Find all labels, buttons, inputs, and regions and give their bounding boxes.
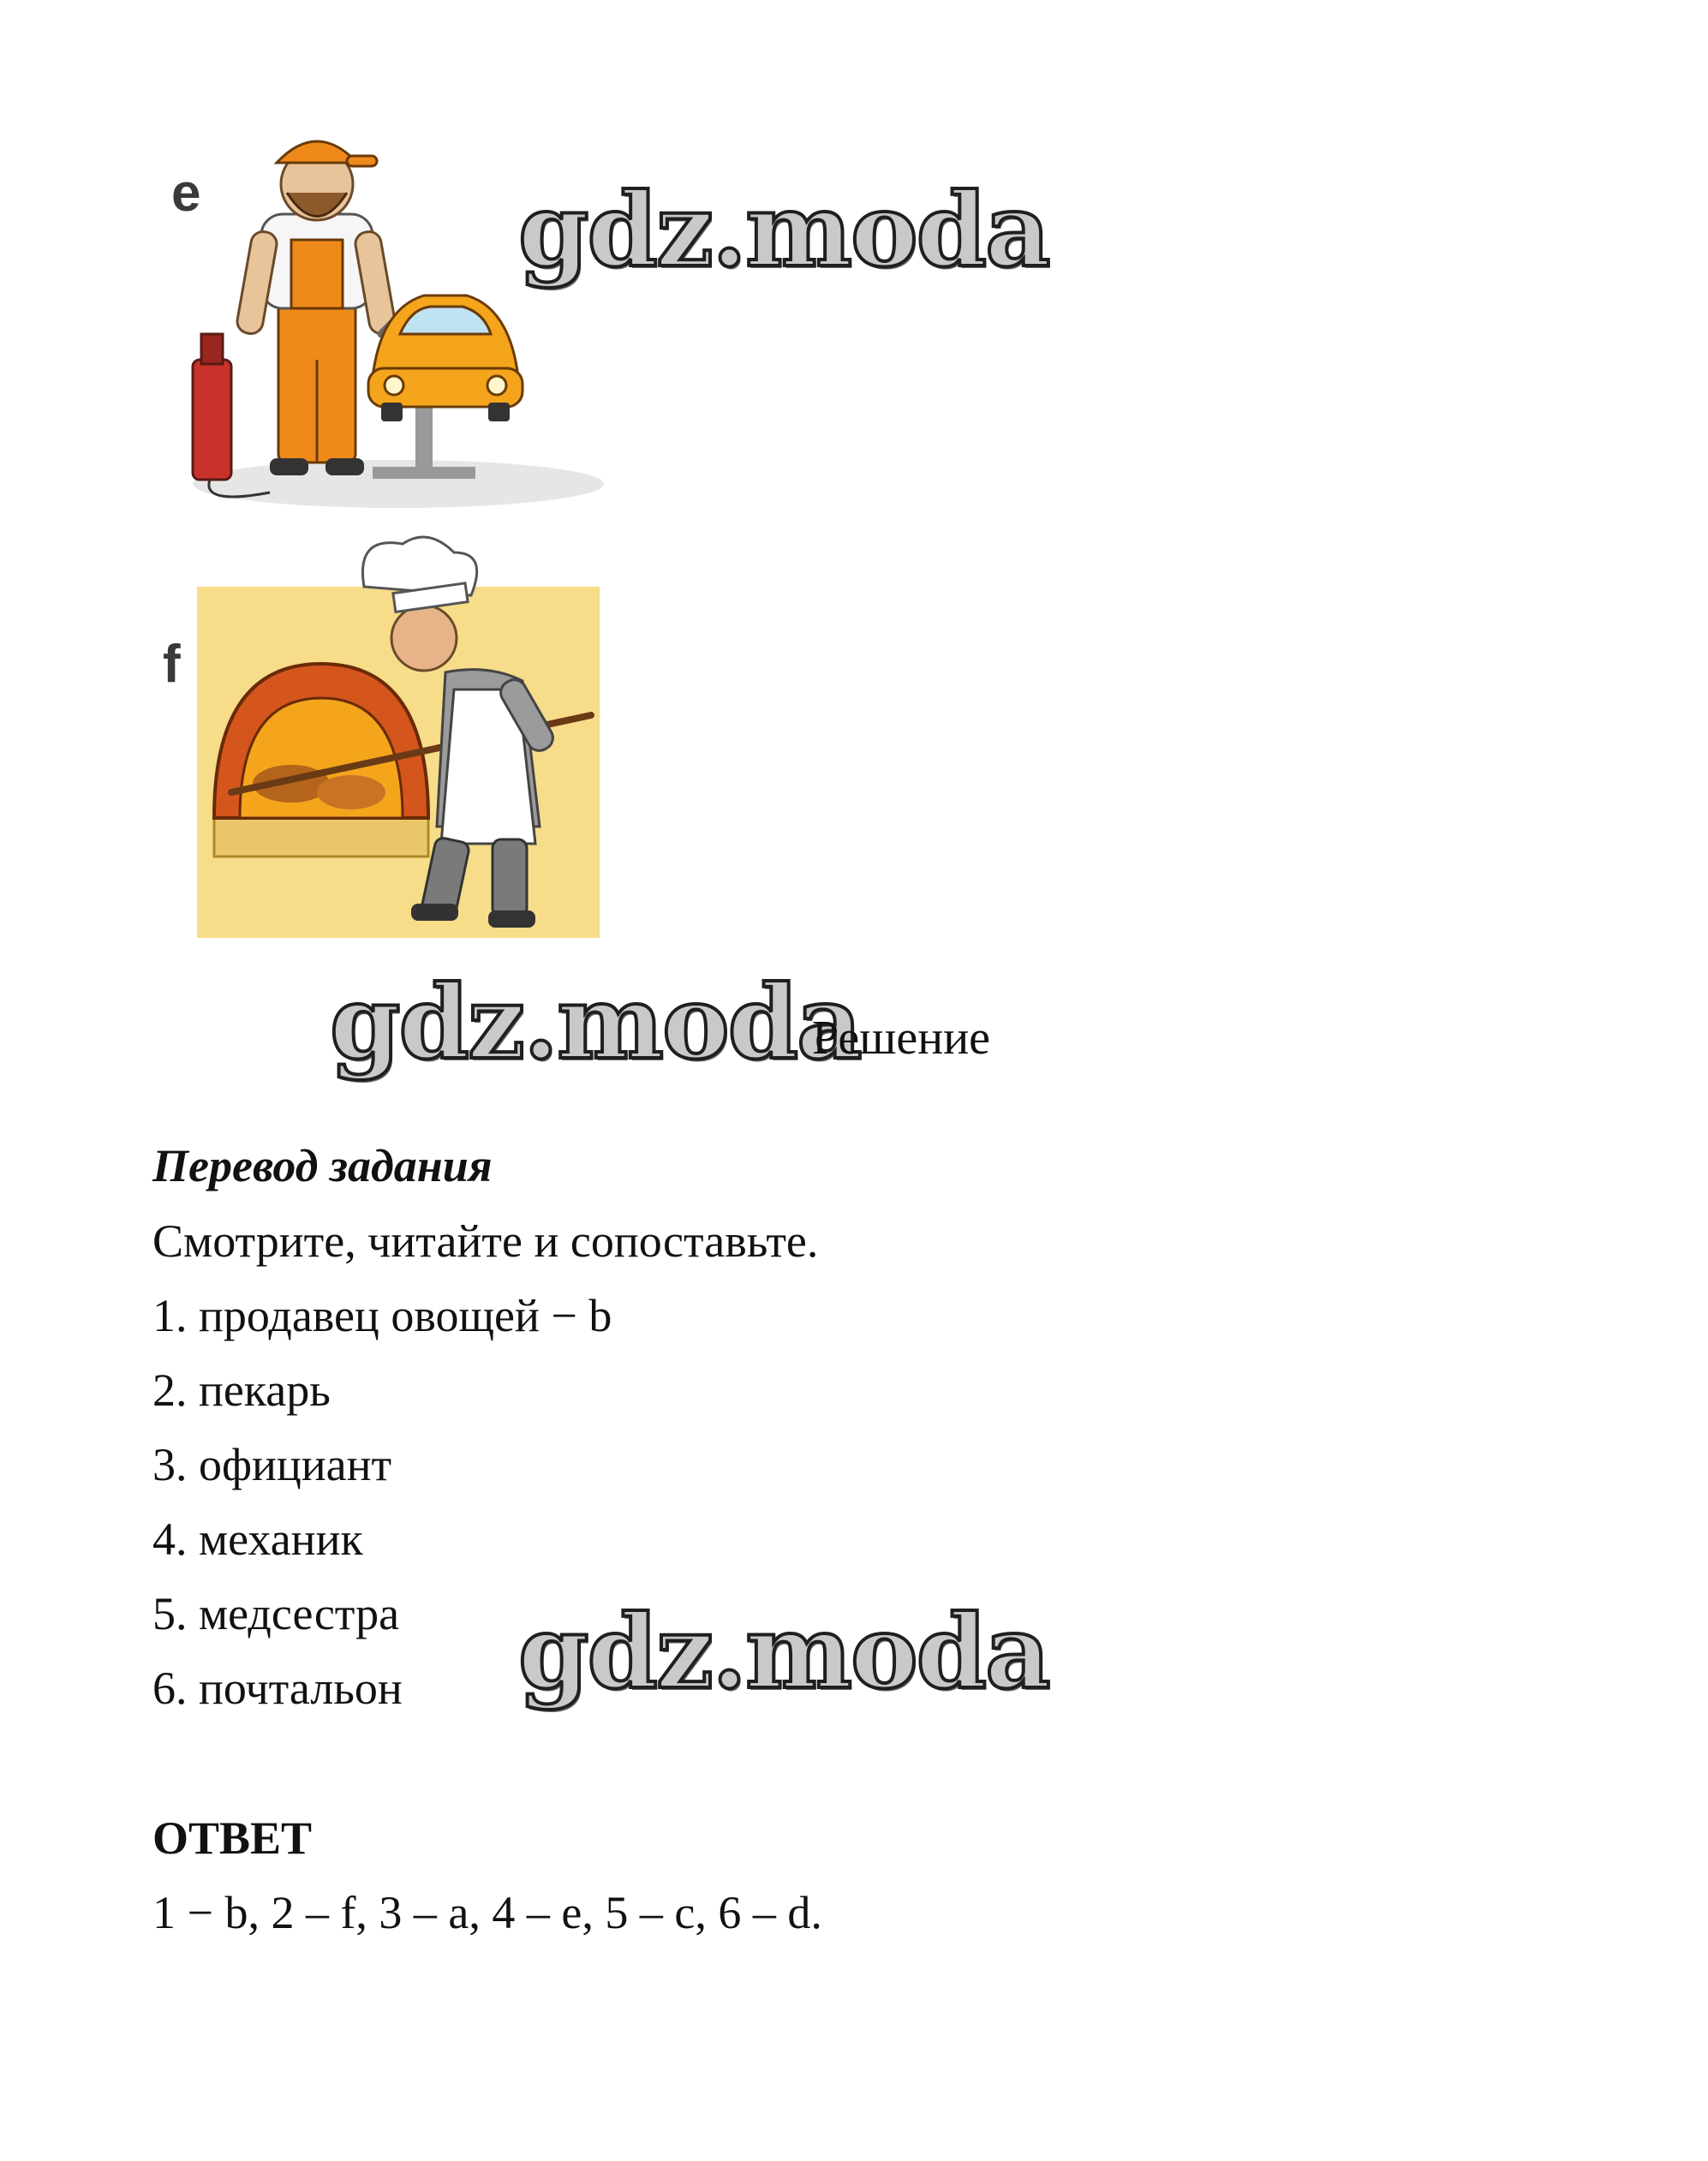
translation-item-4: 4. механик	[152, 1513, 363, 1565]
translation-item-3: 3. официант	[152, 1439, 392, 1490]
translation-heading: Перевод задания	[152, 1140, 493, 1191]
translation-item-5: 5. медсестра	[152, 1588, 400, 1639]
translation-item-6: 6. почтальон	[152, 1663, 403, 1714]
illustration-letter-e: e	[171, 164, 201, 223]
watermark-top: gdz.moda	[518, 170, 1049, 290]
solution-label: Решение	[812, 1012, 991, 1065]
illustration-letter-f: f	[163, 635, 181, 694]
translation-item-1: 1. продавец овощей − b	[152, 1290, 612, 1341]
translation-item-2: 2. пекарь	[152, 1364, 331, 1416]
mechanic-with-car-illustration	[176, 103, 604, 514]
translation-instruction: Смотрите, читайте и сопоставьте.	[152, 1215, 819, 1267]
answer-title: ОТВЕТ	[152, 1812, 313, 1864]
watermark-bottom: gdz.moda	[518, 1592, 1049, 1711]
baker-with-oven-illustration	[197, 535, 600, 938]
watermark-middle: gdz.moda	[330, 963, 861, 1082]
answer-text: 1 − b, 2 – f, 3 – a, 4 – e, 5 – c, 6 – d.	[152, 1887, 822, 1938]
